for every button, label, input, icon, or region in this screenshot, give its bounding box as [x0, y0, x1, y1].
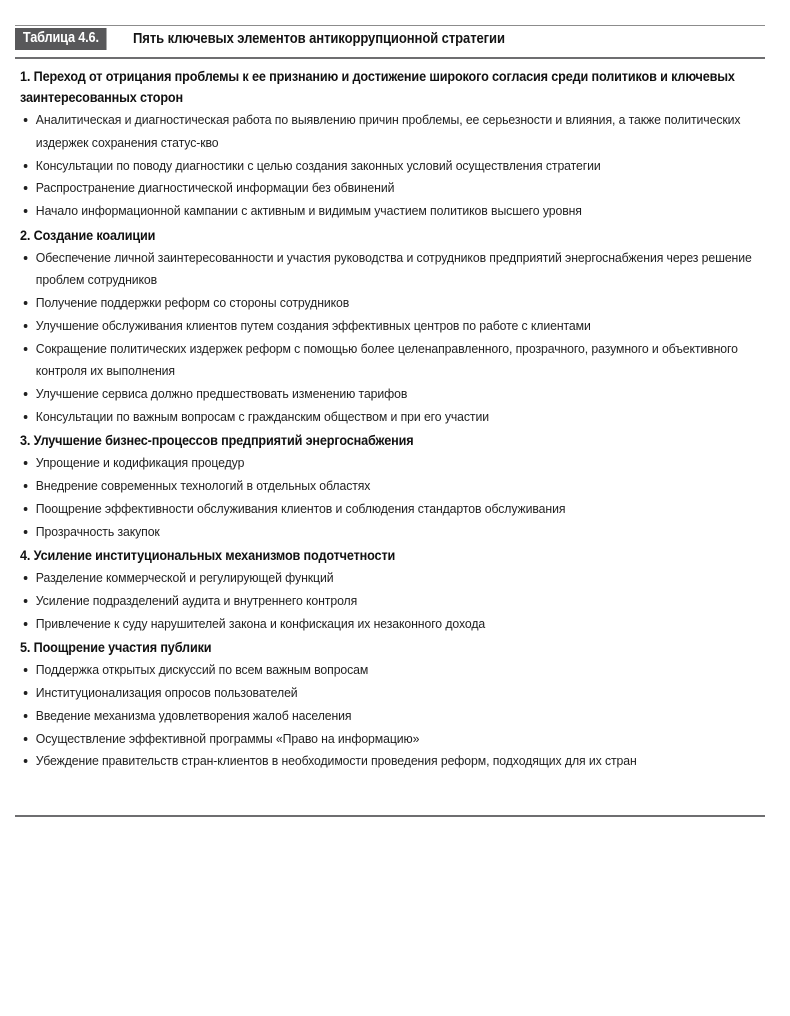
list-item [20, 750, 781, 773]
table-bottom-rule [15, 815, 765, 817]
list-item [20, 315, 781, 338]
list-item-text: Внедрение современных технологий в отдельных областях [35, 478, 371, 494]
list-item-text: Разделение коммерческой и регулирующей функций [35, 570, 334, 586]
bullet-point-icon [24, 759, 28, 763]
list-item [20, 475, 781, 498]
table-caption: Пять ключевых элементов антикоррупционной стратегии [133, 31, 506, 47]
list-item [20, 567, 781, 590]
bullet-point-icon [24, 164, 28, 168]
list-item [20, 705, 781, 728]
list-item [20, 338, 781, 383]
bullet-point-icon [24, 118, 28, 122]
list-item-text: Улучшение обслуживания клиентов путем создания эффективных центров по работе с клиентами [35, 317, 591, 333]
list-item-text: Обеспечение личной заинтересованности и участия руководства и сотрудников предприятий энергоснабжения через решение проблем сотрудников [35, 249, 752, 288]
section-heading: 1. Переход от отрицания проблемы к ее признанию и достижение широкого согласия среди политиков и ключевых заинтересованных сторон [20, 69, 735, 106]
list-item-text: Усиление подразделений аудита и внутреннего контроля [35, 592, 358, 608]
table-section [20, 430, 765, 543]
list-item [20, 383, 781, 406]
section-heading: 4. Усиление институциональных механизмов подотчетности [20, 548, 396, 564]
list-item-text: Аналитическая и диагностическая работа по выявлению причин проблемы, ее серьезности и влияния, а также политических издержек сохранения статус-кво [35, 112, 741, 150]
table-header-rule [15, 57, 765, 59]
bullet-point-icon [24, 209, 28, 213]
list-item [20, 406, 781, 429]
list-item [20, 728, 781, 751]
bullet-point-icon [24, 714, 28, 718]
list-item [20, 177, 781, 200]
list-item [20, 613, 781, 636]
bullet-list [20, 247, 765, 429]
bullet-point-icon [24, 507, 28, 511]
bullet-point-icon [24, 324, 28, 328]
list-item-text: Институционализация опросов пользователей [35, 685, 298, 701]
section-heading: 2. Создание коалиции [20, 227, 156, 243]
bullet-point-icon [24, 415, 28, 419]
bullet-list [20, 567, 765, 635]
list-item-text: Начало информационной кампании с активным и видимым участием политиков высшего уровня [35, 202, 582, 218]
list-item-text: Поощрение эффективности обслуживания клиентов и соблюдения стандартов обслуживания [35, 500, 566, 516]
bullet-point-icon [24, 576, 28, 580]
list-item [20, 452, 781, 475]
table-header [15, 27, 765, 51]
bullet-point-icon [24, 256, 28, 260]
list-item [20, 109, 781, 154]
list-item-text: Упрощение и кодификация процедур [35, 455, 245, 471]
bullet-list [20, 109, 765, 223]
list-item-text: Прозрачность закупок [35, 523, 160, 539]
table-number-badge: Таблица 4.6. [15, 28, 107, 50]
section-heading: 5. Поощрение участия публики [20, 640, 212, 656]
bullet-point-icon [24, 461, 28, 465]
bullet-point-icon [24, 484, 28, 488]
list-item [20, 200, 781, 223]
bullet-point-icon [24, 301, 28, 305]
bullet-point-icon [24, 347, 28, 351]
bullet-list [20, 452, 765, 543]
list-item-text: Поддержка открытых дискуссий по всем важным вопросам [35, 662, 369, 678]
list-item-text: Убеждение правительств стран-клиентов в необходимости проведения реформ, подходящих для их стран [35, 753, 637, 769]
list-item [20, 247, 781, 292]
list-item-text: Введение механизма удовлетворения жалоб населения [35, 707, 352, 723]
list-item-text: Консультации по важным вопросам с гражданским обществом и при его участии [35, 408, 489, 424]
table-section [20, 545, 765, 635]
list-item-text: Получение поддержки реформ со стороны сотрудников [35, 295, 350, 311]
table-section [20, 225, 765, 429]
table-section [20, 66, 765, 223]
list-item [20, 521, 781, 544]
list-item [20, 498, 781, 521]
list-item [20, 155, 781, 178]
bullet-list [20, 659, 765, 773]
list-item-text: Сокращение политических издержек реформ с помощью более целенаправленного, прозрачного, разумного и объективного контроля их выполнения [35, 340, 738, 379]
bullet-point-icon [24, 691, 28, 695]
bullet-point-icon [24, 530, 28, 534]
list-item-text: Привлечение к суду нарушителей закона и конфискация их незаконного дохода [35, 615, 486, 631]
bullet-point-icon [24, 599, 28, 603]
bullet-point-icon [24, 737, 28, 741]
table-section [20, 637, 765, 773]
list-item-text: Осуществление эффективной программы «Право на информацию» [35, 730, 420, 746]
bullet-point-icon [24, 622, 28, 626]
table-top-rule [15, 25, 765, 26]
list-item [20, 659, 781, 682]
list-item-text: Распространение диагностической информации без обвинений [35, 180, 395, 196]
bullet-point-icon [24, 668, 28, 672]
table-body [20, 66, 765, 775]
bullet-point-icon [24, 392, 28, 396]
list-item-text: Улучшение сервиса должно предшествовать изменению тарифов [35, 385, 408, 401]
list-item [20, 292, 781, 315]
list-item [20, 682, 781, 705]
section-heading: 3. Улучшение бизнес-процессов предприятий энергоснабжения [20, 433, 414, 449]
bullet-point-icon [24, 186, 28, 190]
list-item [20, 590, 781, 613]
list-item-text: Консультации по поводу диагностики с целью создания законных условий осуществления стратегии [35, 157, 601, 173]
